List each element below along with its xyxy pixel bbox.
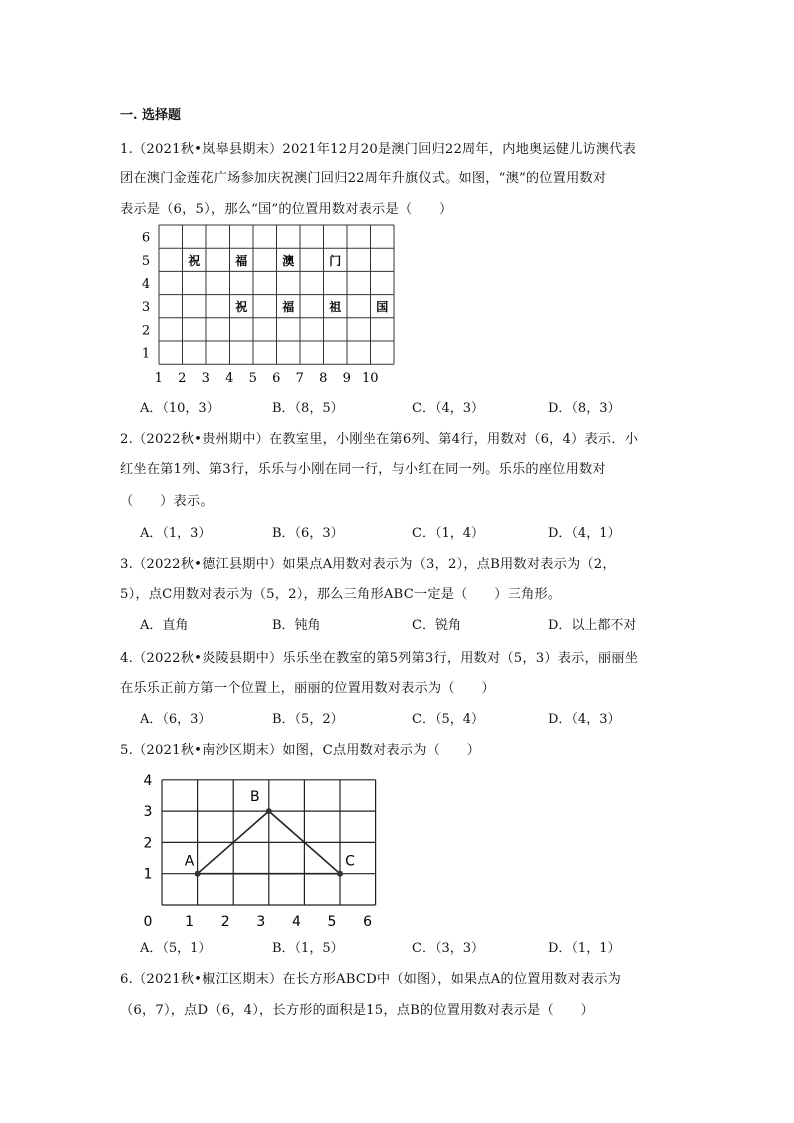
x-tick-label: 2 [178,371,187,387]
q2-option-d[interactable]: D．（4，1） [548,526,621,541]
x-tick-label: 1 [154,371,163,387]
y-tick-label: 4 [143,772,153,789]
point-c [337,871,343,877]
x-tick-label: 1 [185,914,195,928]
x-tick-label: 6 [363,914,373,928]
section-title: 一. 选择题 [120,108,182,123]
q1-option-c[interactable]: C．（4，3） [412,401,484,416]
q4-option-b[interactable]: B．（5，2） [272,712,344,727]
q5-option-b[interactable]: B．（1，5） [272,941,344,956]
q1-option-a[interactable]: A．（10，3） [140,401,220,416]
x-tick-label: 10 [361,371,379,387]
q3-option-a[interactable]: A．直角 [140,618,189,633]
q2-line-2: 红坐在第1列、第3行，乐乐与小刚在同一行，与小红在同一列。乐乐的座位用数对 [120,462,606,477]
q3-line-1: 3.（2022秋•德江县期中）如果点A用数对表示为（3，2），点B用数对表示为（2， [120,557,616,572]
x-tick-label: 5 [327,914,337,928]
q1-option-d[interactable]: D．（8，3） [548,401,621,416]
q6-line-1: 6.（2021秋•椒江区期末）在长方形ABCD中（如图），如果点A的位置用数对表示为 [120,972,621,987]
x-tick-label: 0 [143,914,153,928]
q1-line-2: 团在澳门金莲花广场参加庆祝澳门回归22周年升旗仪式。如图，“澳”的位置用数对 [120,171,607,186]
q1-option-b[interactable]: B．（8，5） [272,401,344,416]
x-tick-label: 3 [201,371,210,387]
x-tick-label: 4 [291,914,301,928]
y-tick-label: 3 [141,300,151,316]
point-b [266,808,272,814]
q1-line-3: 表示是（6，5），那么“国”的位置用数对表示是（ ） [120,202,453,217]
q2-option-a[interactable]: A．（1，3） [140,526,212,541]
q4-option-d[interactable]: D．（4，3） [548,712,621,727]
x-tick-label: 2 [220,914,230,928]
point-label-a: A [184,853,195,870]
y-tick-label: 2 [141,323,151,339]
point-label-c: C [345,853,355,870]
point-label-b: B [249,789,260,806]
x-tick-label: 7 [295,371,304,387]
x-tick-label: 3 [256,914,266,928]
q4-option-c[interactable]: C．（5，4） [412,712,484,727]
grid-cell-char: 祝 [235,300,248,315]
y-tick-label: 3 [143,804,153,821]
q3-line-2: 5），点C用数对表示为（5，2），那么三角形ABC一定是（ ）三角形。 [120,587,562,602]
point-a [195,871,201,877]
grid-cell-char: 福 [235,253,248,268]
grid-cell-char: 国 [376,300,389,315]
x-tick-label: 8 [319,371,328,387]
q5-option-c[interactable]: C．（3，3） [412,941,484,956]
q5-option-d[interactable]: D．（1，1） [548,941,621,956]
x-tick-label: 4 [225,371,234,387]
q5-line-1: 5.（2021秋•南沙区期末）如图，C点用数对表示为（ ） [120,743,481,758]
coordinate-grid-chart [138,764,390,928]
x-tick-label: 6 [272,371,281,387]
q3-option-c[interactable]: C．锐角 [412,618,461,633]
q2-option-c[interactable]: C．（1，4） [412,526,484,541]
grid-cell-char: 澳 [282,253,295,268]
q4-option-a[interactable]: A．（6，3） [140,712,212,727]
q3-option-b[interactable]: B．钝角 [272,618,321,633]
x-tick-label: 5 [248,371,257,387]
y-tick-label: 6 [141,230,151,246]
y-tick-label: 1 [143,866,153,883]
seat-grid-chart [136,222,398,390]
grid-cell-char: 福 [282,300,295,315]
q2-line-3: （ ）表示。 [120,494,214,509]
q4-line-2: 在乐乐正前方第一个位置上，丽丽的位置用数对表示为（ ） [120,681,495,696]
y-tick-label: 1 [141,346,151,362]
q5-option-a[interactable]: A．（5，1） [140,941,212,956]
q2-option-b[interactable]: B．（6，3） [272,526,344,541]
y-tick-label: 5 [141,253,151,269]
y-tick-label: 2 [143,835,153,852]
q1-line-1: 1.（2021秋•岚皋县期末）2021年12月20是澳门回归22周年，内地奥运健儿访澳代表 [120,142,637,157]
q6-line-2: （6，7），点D（6，4），长方形的面积是15，点B的位置用数对表示是（ ） [120,1003,595,1018]
q4-line-1: 4.（2022秋•炎陵县期中）乐乐坐在教室的第5列第3行，用数对（5，3）表示，丽丽坐 [120,651,639,666]
grid-cell-char: 门 [329,253,342,268]
x-tick-label: 9 [342,371,351,387]
q2-line-1: 2.（2022秋•贵州期中）在教室里，小刚坐在第6列、第4行，用数对（6，4）表示．小 [120,432,639,447]
y-tick-label: 4 [141,277,151,292]
q3-option-d[interactable]: D．以上都不对 [548,618,637,633]
grid-cell-char: 祖 [329,300,342,315]
grid-cell-char: 祝 [188,253,201,268]
